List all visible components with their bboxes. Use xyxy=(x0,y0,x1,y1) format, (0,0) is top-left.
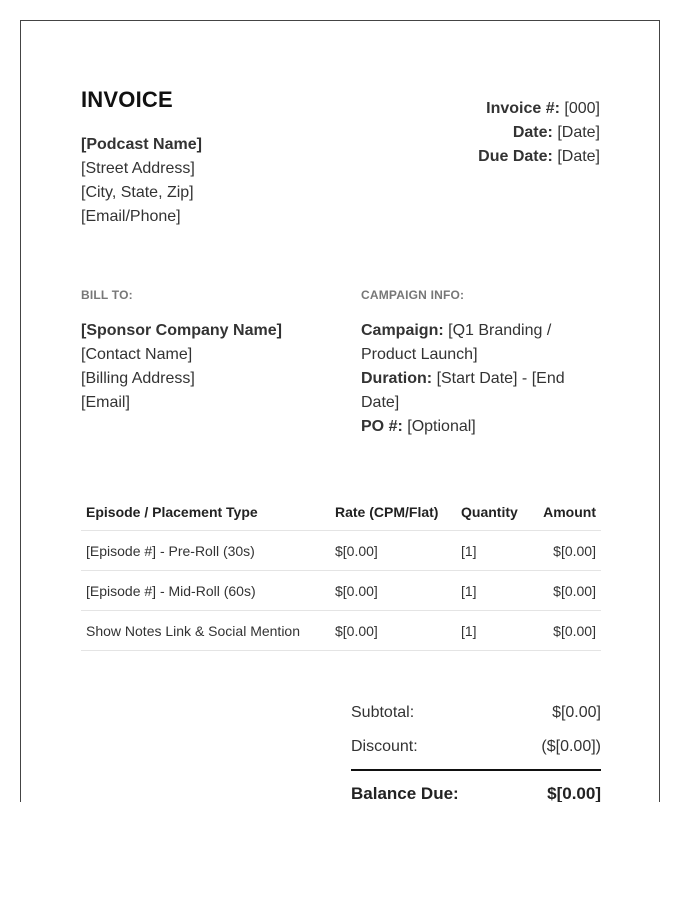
row-quantity: [1] xyxy=(456,571,537,611)
row-rate: $[0.00] xyxy=(330,531,456,571)
duration-label: Duration: xyxy=(361,370,433,387)
campaign-line xyxy=(361,319,591,367)
bill-to-block xyxy=(81,319,282,415)
discount-label: Discount: xyxy=(351,738,418,755)
table-row xyxy=(81,611,601,651)
row-quantity: [1] xyxy=(456,611,537,651)
invoice-date-label: Date: xyxy=(512,124,553,141)
invoice-meta xyxy=(478,97,600,169)
subtotal-value: $[0.00] xyxy=(552,704,601,721)
row-amount: $[0.00] xyxy=(537,571,601,611)
due-date-label: Due Date: xyxy=(478,148,553,165)
row-rate: $[0.00] xyxy=(330,611,456,651)
column-header-quantity: Quantity xyxy=(456,493,537,531)
row-rate: $[0.00] xyxy=(330,571,456,611)
due-date-line xyxy=(478,145,600,169)
subtotal-row xyxy=(351,701,601,735)
table-row xyxy=(81,571,601,611)
row-quantity: [1] xyxy=(456,531,537,571)
balance-due-value: $[0.00] xyxy=(547,784,601,802)
balance-due-label: Balance Due: xyxy=(351,784,459,802)
line-items-table xyxy=(81,493,601,651)
campaign-value: [Q1 Branding / Product Launch] xyxy=(361,322,552,363)
invoice-date-line xyxy=(478,121,600,145)
sender-city: [City, State, Zip] xyxy=(81,184,194,201)
subtotal-label: Subtotal: xyxy=(351,704,415,721)
due-date-value: [Date] xyxy=(557,148,600,165)
bill-to-heading: BILL TO: xyxy=(81,288,133,302)
column-header-type: Episode / Placement Type xyxy=(81,493,330,531)
invoice-number-label: Invoice #: xyxy=(486,100,560,117)
sponsor-contact-name: [Contact Name] xyxy=(81,346,193,363)
duration-value: [Start Date] - [End Date] xyxy=(361,370,565,411)
table-header-row xyxy=(81,493,601,531)
invoice-title: INVOICE xyxy=(81,87,173,112)
invoice-number-value: [000] xyxy=(564,100,600,117)
po-label: PO #: xyxy=(361,418,403,435)
column-header-rate: Rate (CPM/Flat) xyxy=(330,493,456,531)
row-amount: $[0.00] xyxy=(537,611,601,651)
sender-block xyxy=(81,133,202,229)
column-header-amount: Amount xyxy=(537,493,601,531)
row-type: [Episode #] - Pre-Roll (30s) xyxy=(81,531,330,571)
podcast-name: [Podcast Name] xyxy=(81,136,202,153)
row-amount: $[0.00] xyxy=(537,531,601,571)
discount-row xyxy=(351,735,601,769)
sender-contact: [Email/Phone] xyxy=(81,208,181,225)
sponsor-billing-address: [Billing Address] xyxy=(81,370,195,387)
po-value: [Optional] xyxy=(407,418,476,435)
row-type: [Episode #] - Mid-Roll (60s) xyxy=(81,571,330,611)
duration-line xyxy=(361,367,591,415)
invoice-page xyxy=(20,20,660,802)
table-row xyxy=(81,531,601,571)
campaign-info-heading: CAMPAIGN INFO: xyxy=(361,288,465,302)
po-line xyxy=(361,415,591,439)
sponsor-company-name: [Sponsor Company Name] xyxy=(81,322,282,339)
row-type: Show Notes Link & Social Mention xyxy=(81,611,330,651)
discount-value: ($[0.00]) xyxy=(541,738,601,755)
sponsor-email: [Email] xyxy=(81,394,130,411)
campaign-info-block xyxy=(361,319,591,439)
invoice-date-value: [Date] xyxy=(557,124,600,141)
balance-due-row xyxy=(351,771,601,802)
totals-block xyxy=(351,701,601,802)
sender-street: [Street Address] xyxy=(81,160,195,177)
invoice-number-line xyxy=(478,97,600,121)
campaign-label: Campaign: xyxy=(361,322,444,339)
